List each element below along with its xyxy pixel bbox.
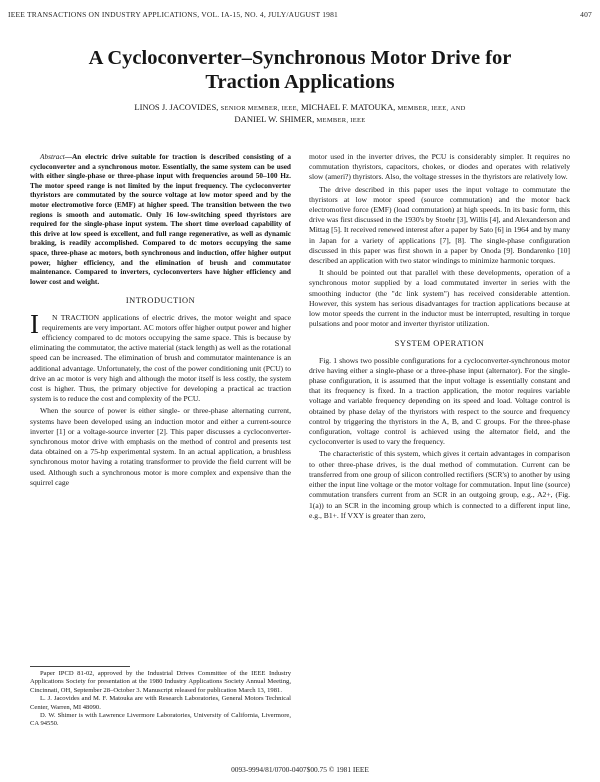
footnote-3: D. W. Shimer is with Lawrence Livermore Laboratories, University of California, Livermore, CA 94550. bbox=[30, 712, 291, 728]
paper-title bbox=[0, 46, 600, 94]
author-2: MICHAEL F. MATOUKA, bbox=[300, 102, 396, 112]
abstract-label: Abstract bbox=[40, 152, 65, 161]
copyright-footer: 0093-9994/81/0700-0407$00.75 © 1981 IEEE bbox=[231, 765, 369, 774]
journal-name: IEEE TRANSACTIONS ON INDUSTRY APPLICATIONS, VOL. IA-15, NO. 4, JULY/AUGUST 1981 bbox=[8, 10, 338, 19]
author-1: LINOS J. JACOVIDES, bbox=[134, 102, 219, 112]
footnote-1: Paper IPCD 81-02, approved by the Industrial Drives Committee of the IEEE Industry Applications Society for presentation at the 1980 Industry Applications Society Annual Meeting, Cincinnati, OH, September 28–October 3. Manuscript released for publication March 13, 1981. bbox=[30, 670, 291, 694]
intro-paragraph-1-text: N TRACTION applications of electric drives, the motor weight and space requirements are very important. AC motors offer higher output power and higher efficiency compared to dc motors occupying the same space. This is because by eliminating the commutator, the active material (stack length) as well as the rotational speed can be increased. The elimination of brush and commutator maintenance is an additional advantage. Unfortunately, the cost of the power conditioning unit (PCU) to drive an ac motor is very high and although the motor itself is less costly, the system cost is higher. Thus, the primary objective for developing a practical ac traction system is to reduce the cost and complexity of the PCU. bbox=[30, 312, 291, 404]
footnote bbox=[30, 670, 291, 729]
running-header bbox=[8, 10, 592, 19]
right-paragraph-5: The characteristic of this system, which gives it certain advantages in comparison to other three-phase drives, is the dual method of commutation. Current can be transferred from one group of silicon controlled rectifiers (SCR's) to another by using either the input line voltage or the motor voltage for commutation. Input line (source) commutation transfers current from an SCR in an outgoing group, e.g., A2+, (Fig. 1(a)) to an SCR in the incoming group which is connected to a different input line, e.g., B1+. If VXY is greater than zero, bbox=[309, 449, 570, 520]
footnote-2: L. J. Jacovides and M. F. Matouka are with Research Laboratories, General Motors Technical Center, Warren, MI 48090. bbox=[30, 695, 291, 711]
author-and: AND bbox=[450, 105, 466, 112]
left-column bbox=[30, 152, 291, 490]
right-paragraph-4: Fig. 1 shows two possible configurations for a cycloconverter-synchronous motor drive having either a single-phase or a three-phase input (alternator). For the single-phase configuration, it is assumed that the input voltage is essentially constant and that its frequency is fixed. In a traction application, the motor requires variable voltage and variable frequency depending on its speed and load. Voltage control is obtained by phase delay of the thyristors with respect to the source and frequency control by triggering the thyristors in the A, B, and C groups. For the three-phase configuration, voltage control is achieved using the alternator field, and the cycloconverter is used to vary the frequency. bbox=[309, 355, 570, 447]
intro-paragraph-1 bbox=[30, 308, 291, 405]
author-2-role: MEMBER, IEEE, bbox=[397, 105, 449, 112]
system-operation-heading: SYSTEM OPERATION bbox=[394, 339, 485, 349]
abstract bbox=[30, 152, 291, 286]
right-column bbox=[309, 152, 570, 523]
author-block bbox=[0, 102, 600, 126]
right-paragraph-1: motor used in the inverter drives, the PCU is considerably simpler. It requires no commutation thyristors, capacitors, chokes, or diodes and operates with relatively slow (ameri?) thyristors. Also, the voltage stresses in the thyristors are relatively low. bbox=[309, 152, 570, 182]
author-3: DANIEL W. SHIMER, bbox=[234, 114, 315, 124]
drop-cap: I bbox=[30, 308, 39, 339]
abstract-text: —An electric drive suitable for traction is described consisting of a cycloconverter and a synchronous motor. Essentially, the same system can be used with either single-phase or three-phase input with frequencies around 50–100 Hz. The motor speed range is not limited by the input frequency. The cycloconverter thyristors are commutated by the source voltage at low motor speed and by the motor electromotive force (EMF) at higher speed. The transition between the two regions is smooth and automatic. Only 16 low-switching speed thyristors are required for the single-phase input system. The short time overload capability of this drive at low speed is excellent, and full range regenerative, as well as dynamic braking, is readily accomplished. Compared to dc motors occupying the same space, three-phase ac motors, both synchronous and induction, offer higher output power, higher efficiency, and the elimination of brush and commutator maintenance. Compared to inverters, cycloconverters have higher efficiency and lower cost and weight. bbox=[30, 152, 291, 286]
right-paragraph-2: The drive described in this paper uses the input voltage to commutate the thyristors at low motor speed (source commutation) and the motor back electromotive force (EMF) (load commutation) at high speeds. In its basic form, this drive was first discussed in the 1930's by Stoehr [3], Willis [4], and Alexanderson and Mittag [5]. It received renewed interest after a paper by Sato [6] in 1964 and by many in Japan for a variety of applications [7], [8]. The single-phase configuration discussed in this paper was first shown in a paper by Onoda [9]. Bondarenko [10] described an application with two stator windings to minimize harmonic torques. bbox=[309, 184, 570, 266]
author-1-role: SENIOR MEMBER, IEEE, bbox=[220, 105, 299, 112]
title-line-2: Traction Applications bbox=[205, 71, 395, 93]
intro-paragraph-2: When the source of power is either single- or three-phase alternating current, systems have been developed using an induction motor and either a current-source inverter [1] or a voltage-source inverter [2]. This paper discusses a cycloconverter-synchronous motor drive with emphasis on the method of control and presents test data obtained on a 75-hp experimental system. In an actual application, a brushless synchronous motor having a rotating transformer to provide the field current will be used. Although such a synchronous motor is more complex and expensive than the squirrel cage bbox=[30, 406, 291, 487]
footnote-divider bbox=[30, 666, 130, 667]
author-3-role: MEMBER, IEEE bbox=[316, 117, 366, 124]
introduction-heading: INTRODUCTION bbox=[125, 296, 196, 306]
right-paragraph-3: It should be pointed out that parallel with these developments, operation of a synchronous motor supplied by a load commutated inverter in series with the smoothing inductor (the "dc link system") has received considerable attention. However, this system has serious disadvantages for traction applications because at low motor speeds the current in the inductor must be interrupted, resulting in torque pulsations and poor motor and inverter thyristor utilization. bbox=[309, 268, 570, 329]
title-line-1: A Cycloconverter–Synchronous Motor Drive for bbox=[88, 47, 512, 69]
page-number: 407 bbox=[580, 10, 592, 19]
